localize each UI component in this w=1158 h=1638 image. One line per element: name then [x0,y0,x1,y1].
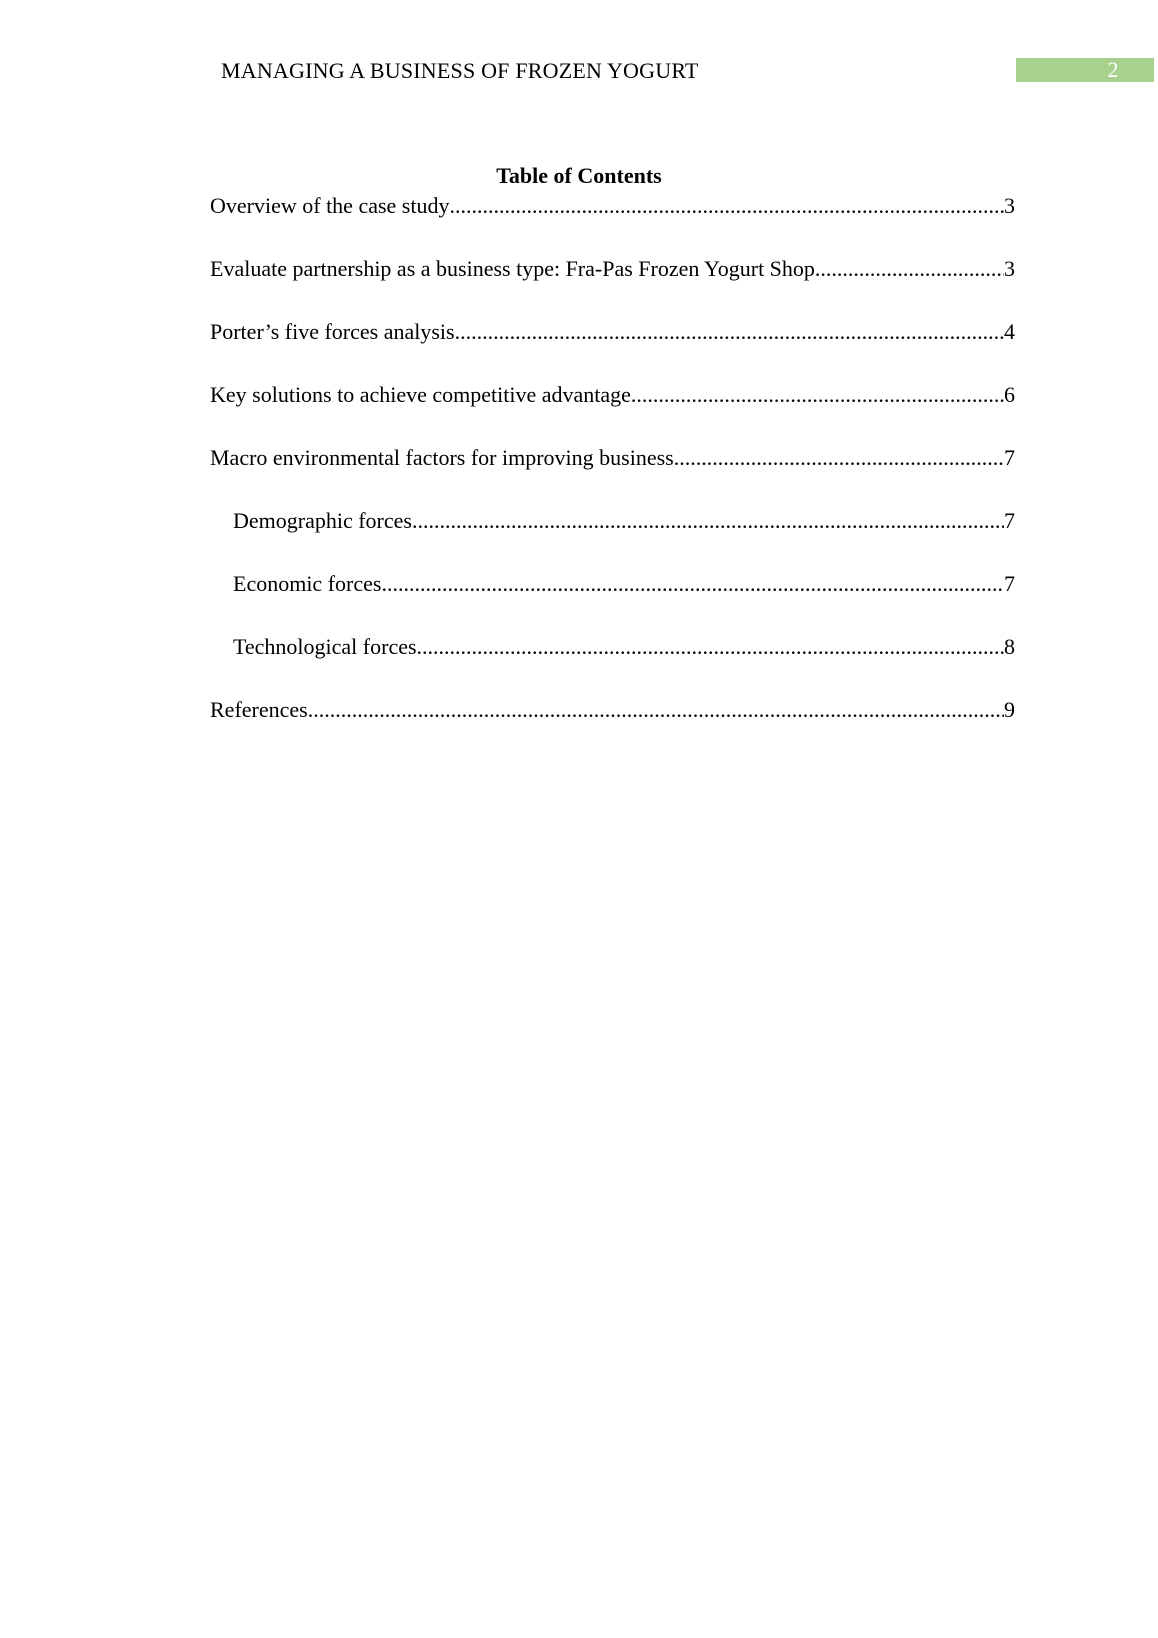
toc-heading: Table of Contents [496,163,662,188]
toc-entry-page: 3 [1004,193,1015,218]
toc-dot-leader [449,191,1004,221]
toc-entry-page: 7 [1004,571,1015,596]
toc-dot-leader [455,317,1004,347]
toc-entry-page: 7 [1004,445,1015,470]
toc-entry-page: 3 [1004,256,1015,281]
toc-entry-porters-five-forces[interactable] [210,317,1015,380]
toc-entry-key-solutions[interactable] [210,380,1015,443]
toc-dot-leader [381,569,1004,599]
toc-dot-leader [631,380,1004,410]
page-number: 2 [1107,57,1119,82]
toc-entry-text: Porter’s five forces analysis [210,319,455,344]
page-number-box [1016,58,1154,82]
toc-entry-page: 9 [1004,697,1015,722]
toc-entry-demographic-forces[interactable] [210,506,1015,569]
toc-entry-economic-forces[interactable] [210,569,1015,632]
toc-entry-text: Evaluate partnership as a business type: Fra-Pas Frozen Yogurt Shop [210,256,815,281]
table-of-contents [210,191,1015,758]
toc-entry-text: Economic forces [233,571,382,596]
toc-dot-leader [417,632,1004,662]
toc-entry-page: 8 [1004,634,1015,659]
toc-entry-text: References [210,697,308,722]
toc-entry-text: Technological forces [233,634,417,659]
toc-entry-page: 6 [1004,382,1015,407]
toc-entry-page: 7 [1004,508,1015,533]
toc-entry-text: Macro environmental factors for improving business [210,445,674,470]
toc-entry-references[interactable] [210,695,1015,758]
toc-dot-leader [308,695,1004,725]
toc-entry-macro-environmental[interactable] [210,443,1015,506]
toc-entry-overview[interactable] [210,191,1015,254]
toc-dot-leader [412,506,1004,536]
toc-entry-technological-forces[interactable] [210,632,1015,695]
toc-entry-page: 4 [1004,319,1015,344]
toc-entry-partnership[interactable] [210,254,1015,317]
running-header: MANAGING A BUSINESS OF FROZEN YOGURT [221,58,699,83]
toc-dot-leader [674,443,1004,473]
toc-entry-text: Demographic forces [233,508,412,533]
toc-entry-text: Overview of the case study [210,193,450,218]
toc-dot-leader [815,254,1004,284]
toc-entry-text: Key solutions to achieve competitive advantage [210,382,631,407]
